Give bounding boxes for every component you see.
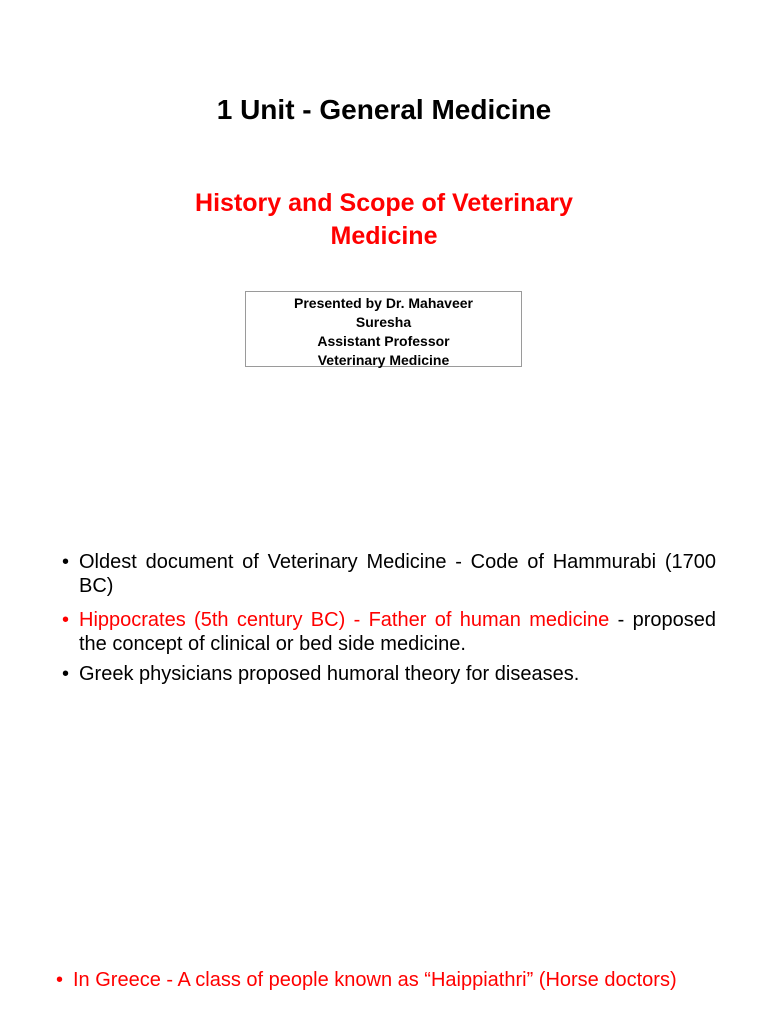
bullet-icon: •: [62, 663, 70, 685]
list-item: [62, 608, 716, 656]
page-title: 1 Unit - General Medicine: [216, 94, 552, 125]
list-item-text: Oldest document of Veterinary Medicine - Code of Hammurabi (1700 BC): [79, 551, 716, 597]
list-item-text: In Greece - A class of people known as “Haippiathri” (Horse doctors): [73, 969, 677, 991]
presenter-line-department: Veterinary Medicine: [317, 352, 450, 368]
list-item: [62, 662, 716, 686]
bullet-icon: •: [62, 609, 70, 631]
list-item-text: Greek physicians proposed humoral theory for diseases.: [79, 663, 580, 685]
list-item: [62, 550, 716, 598]
list-item-highlight: Hippocrates (5th century BC) - Father of human medicine: [79, 609, 610, 631]
presenter-line-name: Presented by Dr. Mahaveer: [294, 295, 473, 311]
bullet-icon: •: [56, 969, 64, 991]
slide-subtitle: History and Scope of Veterinary Medicine: [195, 189, 573, 250]
list-item: [56, 968, 710, 992]
presenter-line-position: Assistant Professor: [317, 333, 450, 349]
list-item-rest: - proposed the concept of clinical or bed side medicine.: [79, 609, 717, 655]
presenter-box: [245, 291, 522, 367]
presenter-line-surname: Suresha: [355, 314, 412, 330]
bullet-icon: •: [62, 551, 70, 573]
list-item-text: [79, 608, 716, 656]
